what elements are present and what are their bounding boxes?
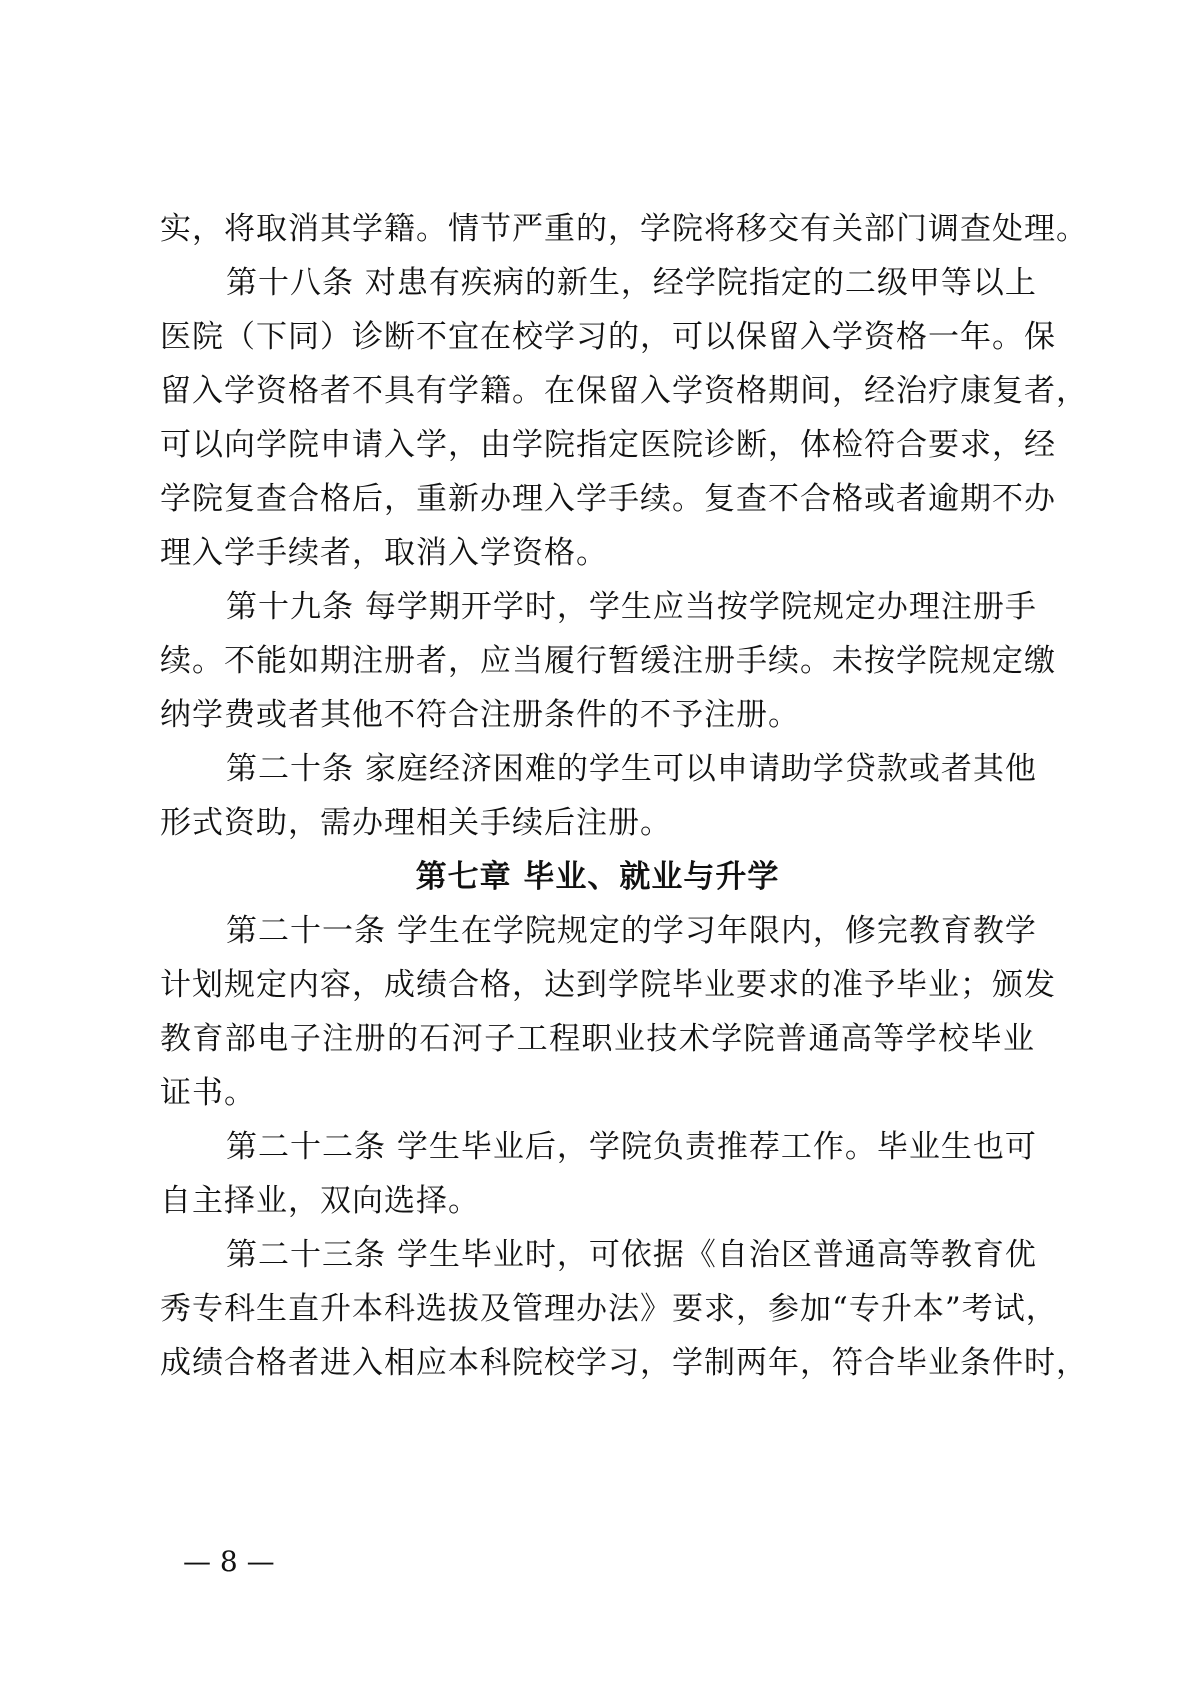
article-23-start: 第二十三条 学生毕业时，可依据《自治区普通高等教育优: [226, 1237, 1037, 1273]
text-line: 可以向学院申请入学，由学院指定医院诊断，体检符合要求，经: [160, 427, 1056, 463]
text-line: 学院复查合格后，重新办理入学手续。复查不合格或者逾期不办: [160, 481, 1056, 517]
text-line: 续。不能如期注册者，应当履行暂缓注册手续。未按学院规定缴: [160, 643, 1056, 679]
text-line: 计划规定内容，成绩合格，达到学院毕业要求的准予毕业；颁发: [160, 967, 1056, 1003]
article-22-start: 第二十二条 学生毕业后，学院负责推荐工作。毕业生也可: [226, 1129, 1037, 1165]
article-21-start: 第二十一条 学生在学院规定的学习年限内，修完教育教学: [226, 913, 1037, 949]
text-line: 留入学资格者不具有学籍。在保留入学资格期间，经治疗康复者，: [160, 373, 1088, 409]
page-number: — 8 —: [183, 1545, 275, 1578]
text-line: 纳学费或者其他不符合注册条件的不予注册。: [160, 697, 800, 733]
text-line: 秀专科生直升本科选拔及管理办法》要求，参加“专升本”考试，: [160, 1291, 1058, 1327]
text-line: 证书。: [160, 1075, 256, 1111]
text-line: 教育部电子注册的石河子工程职业技术学院普通高等学校毕业: [160, 1021, 1035, 1057]
article-20-start: 第二十条 家庭经济困难的学生可以申请助学贷款或者其他: [226, 751, 1037, 787]
article-18-start: 第十八条 对患有疾病的新生，经学院指定的二级甲等以上: [226, 265, 1037, 301]
text-line: 理入学手续者，取消入学资格。: [160, 535, 608, 571]
text-line: 实，将取消其学籍。情节严重的，学院将移交有关部门调查处理。: [160, 211, 1088, 247]
article-19-start: 第十九条 每学期开学时，学生应当按学院规定办理注册手: [226, 589, 1037, 625]
text-line: 自主择业，双向选择。: [160, 1183, 480, 1219]
text-line: 医院（下同）诊断不宜在校学习的，可以保留入学资格一年。保: [160, 319, 1056, 355]
text-line: 形式资助，需办理相关手续后注册。: [160, 805, 672, 841]
text-line: 成绩合格者进入相应本科院校学习，学制两年，符合毕业条件时，: [160, 1345, 1088, 1381]
chapter-heading: 第七章 毕业、就业与升学: [415, 859, 780, 895]
